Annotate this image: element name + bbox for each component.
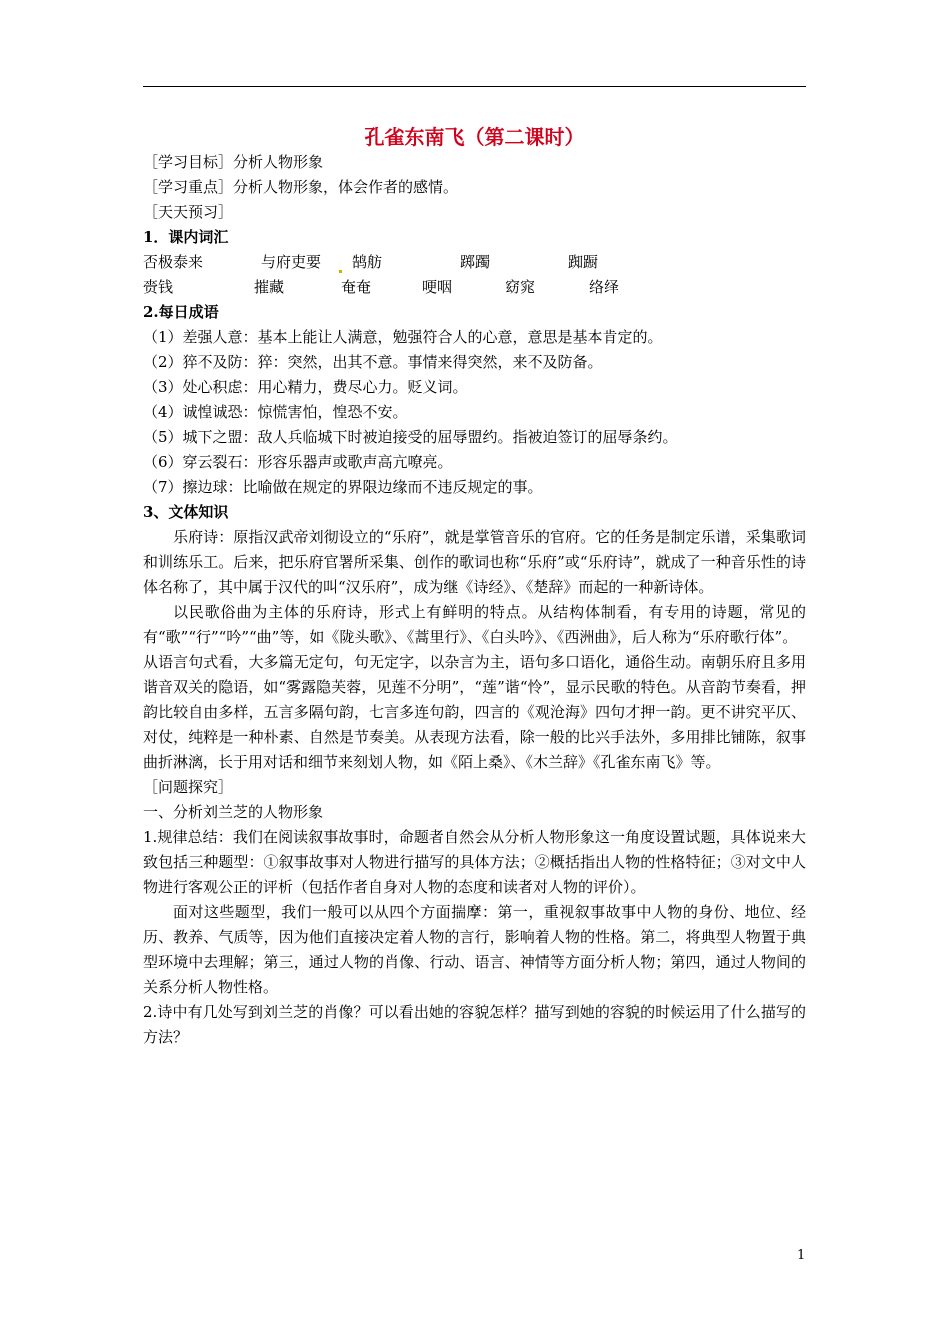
- vocab-word: 络绎: [589, 278, 620, 296]
- section-idioms-heading: 2.每日成语: [143, 303, 219, 321]
- genre-paragraph: 从语言句式看，大多篇无定句，句无定字，以杂言为主，语句多口语化，通俗生动。南朝乐府且多用谐音双关的隐语，如“雾露隐芙蓉，见莲不分明”，“莲”谐“怜”，显示民歌的特色。从音韵节奏看，押韵比较自由多样，五言多隔句韵，七言多连句韵，四言的《观沧海》四句才押一韵。更不讲究平仄、对仗，纯粹是一种朴素、自然是节奏美。从表现方法看，除一般的比兴手法外，多用排比铺陈，叙事曲折淋漓，长于用对话和细节来刻划人物，如《陌上桑》、《木兰辞》《孔雀东南飞》等。: [143, 653, 806, 771]
- vocab-word: 哽咽: [422, 278, 453, 296]
- section-genre-heading: 3、文体知识: [143, 503, 229, 521]
- idiom-item: （5）城下之盟：敌人兵临城下时被迫接受的屈辱盟约。指被迫签订的屈辱条约。: [143, 428, 678, 446]
- explore-heading: ［问题探究］: [143, 778, 234, 796]
- header-rule: [143, 86, 806, 87]
- vocab-row-2: [143, 275, 806, 300]
- mark-dot: [339, 270, 342, 273]
- document-title: 孔雀东南飞（第二课时）: [364, 125, 585, 149]
- vocab-word: 鹄舫: [352, 253, 383, 271]
- genre-paragraph: 乐府诗：原指汉武帝刘彻设立的“乐府”，就是掌管音乐的官府。它的任务是制定乐谱，采集歌词和训练乐工。后来，把乐府官署所采集、创作的歌词也称“乐府”或“乐府诗”，就成了一种音乐性的诗体名称了，其中属于汉代的叫“汉乐府”，成为继《诗经》、《楚辞》而起的一种新诗体。: [143, 528, 806, 596]
- idiom-item: （6）穿云裂石：形容乐器声或歌声高亢嘹亮。: [143, 453, 453, 471]
- question-paragraph: 2.诗中有几处写到刘兰芝的肖像？可以看出她的容貌怎样？描写到她的容貌的时候运用了什么描写的方法？: [143, 1003, 806, 1046]
- page-number: 1: [797, 1248, 806, 1263]
- vocab-word: 踯躅: [460, 253, 491, 271]
- genre-paragraph: 以民歌俗曲为主体的乐府诗，形式上有鲜明的特点。从结构体制看，有专用的诗题，常见的有“歌”“行”“吟”“曲”等，如《陇头歌》、《蒿里行》、《白头吟》、《西洲曲》，后人称为“乐府歌行体”。: [143, 603, 806, 646]
- vocab-word: 窈窕: [505, 278, 536, 296]
- vocab-word: 踟蹰: [568, 253, 599, 271]
- learning-focus: ［学习重点］分析人物形象，体会作者的感情。: [143, 178, 459, 196]
- question-paragraph: 面对这些题型，我们一般可以从四个方面揣摩：第一，重视叙事故事中人物的身份、地位、经历、教养、气质等，因为他们直接决定着人物的言行，影响着人物的性格。第二，将典型人物置于典型环境中去理解；第三，通过人物的肖像、行动、语言、神情等方面分析人物；第四，通过人物间的关系分析人物性格。: [143, 903, 806, 996]
- document-body: [143, 124, 806, 1050]
- vocab-word: 否极泰来: [143, 253, 204, 271]
- vocab-word: 摧藏: [254, 278, 285, 296]
- idiom-item: （2）猝不及防：猝：突然，出其不意。事情来得突然，来不及防备。: [143, 353, 603, 371]
- daily-preview-heading: ［天天预习］: [143, 203, 234, 221]
- idiom-item: （3）处心积虑：用心精力，费尽心力。贬义词。: [143, 378, 468, 396]
- learning-goal: ［学习目标］分析人物形象: [143, 153, 324, 171]
- vocab-row-1: [143, 250, 806, 275]
- question-paragraph: 1.规律总结：我们在阅读叙事故事时，命题者自然会从分析人物形象这一角度设置试题，具体说来大致包括三种题型：①叙事故事对人物进行描写的具体方法；②概括指出人物的性格特征；③对文中人物进行客观公正的评析（包括作者自身对人物的态度和读者对人物的评价）。: [143, 828, 806, 896]
- vocab-word: 与府吏要: [261, 253, 322, 271]
- idiom-item: （1）差强人意：基本上能让人满意，勉强符合人的心意，意思是基本肯定的。: [143, 328, 663, 346]
- vocab-word: 奄奄: [341, 278, 372, 296]
- vocab-word: 赍钱: [143, 278, 174, 296]
- section-vocab-heading: 1．课内词汇: [143, 228, 229, 246]
- idiom-item: （7）擦边球：比喻做在规定的界限边缘而不违反规定的事。: [143, 478, 543, 496]
- question-heading: 一、分析刘兰芝的人物形象: [143, 803, 324, 821]
- idiom-item: （4）诚惶诚恐：惊慌害怕，惶恐不安。: [143, 403, 408, 421]
